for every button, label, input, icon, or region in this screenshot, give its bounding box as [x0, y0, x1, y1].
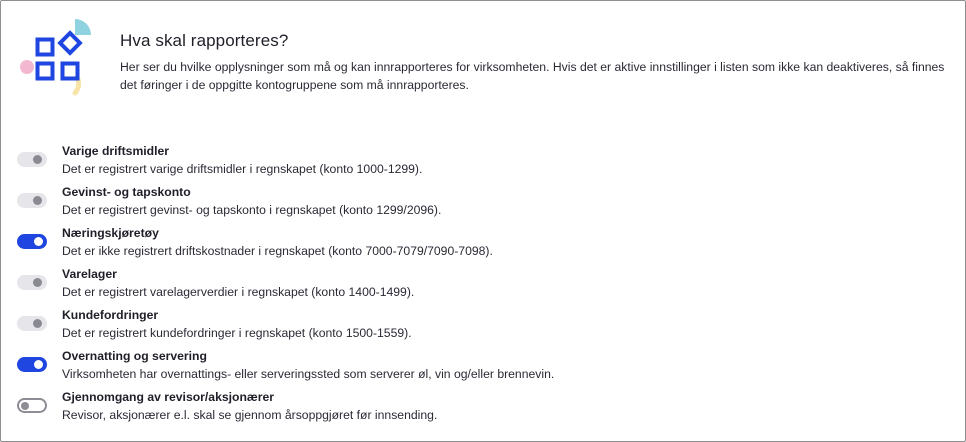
setting-description: Virksomheten har overnattings- eller serveringssted som serverer øl, vin og/eller brennevin. — [62, 367, 555, 381]
setting-row-kundefordringer — [1, 305, 965, 346]
toggle-gjennomgang-av-revisor-aksjonaerer[interactable] — [17, 398, 47, 413]
toggle-gevinst-og-tapskonto — [17, 193, 47, 208]
setting-description: Det er ikke registrert driftskostnader i regnskapet (konto 7000-7079/7090-7098). — [62, 244, 493, 258]
toggle-kundefordringer — [17, 316, 47, 331]
setting-description: Revisor, aksjonærer e.l. skal se gjennom årsoppgjøret før innsending. — [62, 408, 438, 422]
setting-text — [62, 143, 942, 177]
toggle-knob — [21, 402, 29, 410]
page-title: Hva skal rapporteres? — [120, 31, 289, 50]
setting-row-varige-driftsmidler — [1, 141, 965, 182]
toggle-knob — [33, 155, 42, 164]
setting-row-overnatting-og-servering — [1, 346, 965, 387]
toggle-varelager — [17, 275, 47, 290]
setting-label: Gevinst- og tapskonto — [62, 185, 191, 199]
toggle-knob — [34, 360, 43, 369]
setting-label: Kundefordringer — [62, 308, 159, 322]
toggle-overnatting-og-servering[interactable] — [17, 357, 47, 372]
setting-text — [62, 225, 942, 259]
toggle-knob — [33, 196, 42, 205]
toggle-knob — [33, 319, 42, 328]
panel-header — [1, 1, 965, 111]
setting-description: Det er registrert kundefordringer i regnskapet (konto 1500-1559). — [62, 326, 412, 340]
setting-text — [62, 348, 942, 382]
setting-label: Næringskjøretøy — [62, 226, 159, 240]
setting-description: Det er registrert gevinst- og tapskonto i regnskapet (konto 1299/2096). — [62, 203, 442, 217]
toggle-knob — [33, 278, 42, 287]
setting-row-varelager — [1, 264, 965, 305]
setting-label: Gjennomgang av revisor/aksjonærer — [62, 390, 275, 404]
toggle-varige-driftsmidler — [17, 152, 47, 167]
setting-row-gjennomgang-av-revisor-aksjonaerer — [1, 387, 965, 428]
setting-text — [62, 307, 942, 341]
setting-description: Det er registrert varelagerverdier i regnskapet (konto 1400-1499). — [62, 285, 415, 299]
setting-description: Det er registrert varige driftsmidler i regnskapet (konto 1000-1299). — [62, 162, 423, 176]
toggle-naeringskjoretoy[interactable] — [17, 234, 47, 249]
toggle-knob — [34, 237, 43, 246]
setting-label: Overnatting og servering — [62, 349, 207, 363]
report-illustration-icon — [15, 19, 95, 99]
settings-list — [1, 141, 965, 428]
setting-text — [62, 389, 942, 423]
setting-text — [62, 266, 942, 300]
setting-row-gevinst-og-tapskonto — [1, 182, 965, 223]
setting-row-naeringskjoretoy — [1, 223, 965, 264]
setting-text — [62, 184, 942, 218]
page-description: Her ser du hvilke opplysninger som må og kan innrapporteres for virksomheten. Hvis det er aktive innstillinger i listen som ikke kan deaktiveres, så finnes det føringer i de oppgitte kontogruppene som må innrapporteres. — [120, 60, 945, 92]
setting-label: Varige driftsmidler — [62, 144, 170, 158]
setting-label: Varelager — [62, 267, 117, 281]
